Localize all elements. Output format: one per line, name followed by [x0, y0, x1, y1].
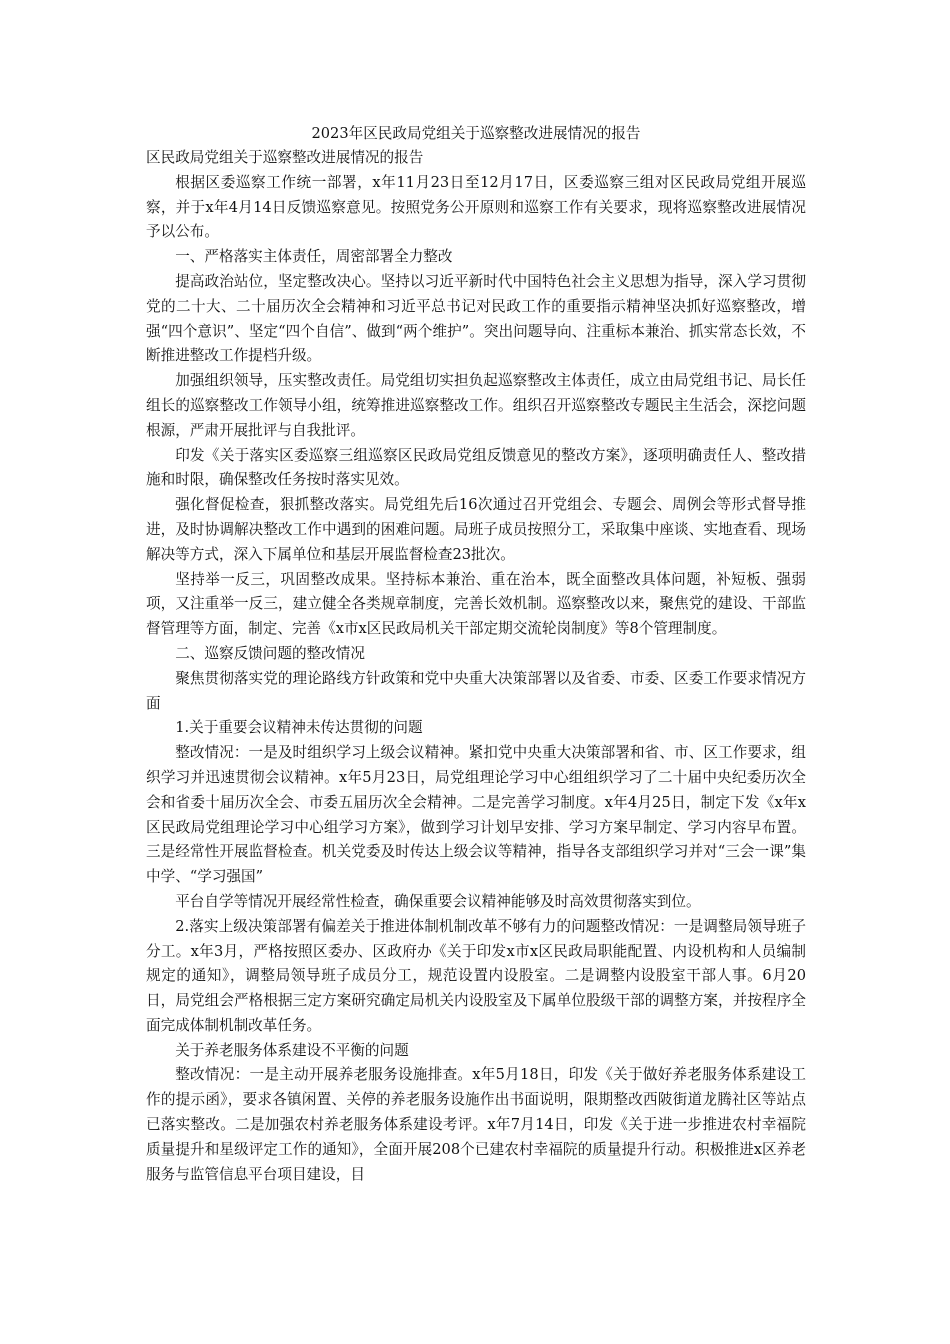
body-paragraph: 坚持举一反三，巩固整改成果。坚持标本兼治、重在治本，既全面整改具体问题，补短板、强弱项，又注重举一反三，建立健全各类规章制度，完善长效机制。巡察整改以来，聚焦党的建设、干部监督管理等方面，制定、完善《x市x区民政局机关干部定期交流轮岗制度》等8个管理制度。	[146, 570, 806, 638]
subsection-heading: 1.关于重要会议精神未传达贯彻的问题	[175, 719, 423, 737]
body-paragraph: 根据区委巡察工作统一部署，x年11月23日至12月17日，区委巡察三组对区民政局党组开展巡察，并于x年4月14日反馈巡察意见。按照党务公开原则和巡察工作有关要求，现将巡察整改进展情况予以公布。	[146, 173, 806, 241]
subsection-heading: 关于养老服务体系建设不平衡的问题	[175, 1041, 409, 1059]
document-page	[146, 121, 806, 1187]
body-paragraph: 平台自学等情况开展经常性检查，确保重要会议精神能够及时高效贯彻落实到位。	[175, 892, 701, 910]
document-title: 2023年区民政局党组关于巡察整改进展情况的报告	[311, 125, 641, 142]
body-paragraph: 整改情况：一是及时组织学习上级会议精神。紧扣党中央重大决策部署和省、市、区工作要求，组织学习并迅速贯彻会议精神。x年5月23日，局党组理论学习中心组组织学习了二十届中央纪委历次全会和省委十届历次全会、市委五届历次全会精神。二是完善学习制度。x年4月25日，制定下发《x年x区民政局党组理论学习中心组学习方案》，做到学习计划早安排、学习方案早制定、学习内容早布置。三是经常性开展监督检查。机关党委及时传达上级会议等精神，指导各支部组织学习并对“三会一课”集中学、“学习强国”	[146, 744, 806, 886]
section-heading: 一、严格落实主体责任，周密部署全力整改	[175, 248, 453, 266]
document-subtitle: 区民政局党组关于巡察整改进展情况的报告	[146, 149, 424, 166]
body-paragraph: 整改情况：一是主动开展养老服务设施排查。x年5月18日，印发《关于做好养老服务体系建设工作的提示函》，要求各镇闲置、关停的养老服务设施作出书面说明，限期整改西陂街道龙腾社区等站点已落实整改。二是加强农村养老服务体系建设考评。x年7月14日，印发《关于进一步推进农村幸福院质量提升和星级评定工作的通知》，全面开展208个已建农村幸福院的质量提升行动。积极推进x区养老服务与监管信息平台项目建设，目	[146, 1066, 806, 1183]
body-paragraph: 印发《关于落实区委巡察三组巡察区民政局党组反馈意见的整改方案》，逐项明确责任人、整改措施和时限，确保整改任务按时落实见效。	[146, 446, 806, 489]
body-paragraph: 强化督促检查，狠抓整改落实。局党组先后16次通过召开党组会、专题会、周例会等形式督导推进，及时协调解决整改工作中遇到的困难问题。局班子成员按照分工，采取集中座谈、实地查看、现场解决等方式，深入下属单位和基层开展监督检查23批次。	[146, 496, 806, 563]
body-paragraph: 加强组织领导，压实整改责任。局党组切实担负起巡察整改主体责任，成立由局党组书记、局长任组长的巡察整改工作领导小组，统筹推进巡察整改工作。组织召开巡察整改专题民主生活会，深挖问题根源，严肃开展批评与自我批评。	[146, 372, 806, 439]
body-paragraph: 提高政治站位，坚定整改决心。坚持以习近平新时代中国特色社会主义思想为指导，深入学习贯彻党的二十大、二十届历次全会精神和习近平总书记对民政工作的重要指示精神坚决抓好巡察整改，增强“四个意识”、坚定“四个自信”、做到“两个维护”。突出问题导向、注重标本兼治、抓实常态长效，不断推进整改工作提档升级。	[146, 272, 806, 365]
body-paragraph: 聚焦贯彻落实党的理论路线方针政策和党中央重大决策部署以及省委、市委、区委工作要求情况方面	[146, 669, 806, 712]
section-heading: 二、巡察反馈问题的整改情况	[175, 644, 365, 662]
body-paragraph: 2.落实上级决策部署有偏差关于推进体制机制改革不够有力的问题整改情况：一是调整局领导班子分工。x年3月，严格按照区委办、区政府办《关于印发x市x区民政局职能配置、内设机构和人员编制规定的通知》，调整局领导班子成员分工，规范设置内设股室。二是调整内设股室干部人事。6月20日，局党组会严格根据三定方案研究确定局机关内设股室及下属单位股级干部的调整方案，并按程序全面完成体制机制改革任务。	[146, 917, 806, 1034]
